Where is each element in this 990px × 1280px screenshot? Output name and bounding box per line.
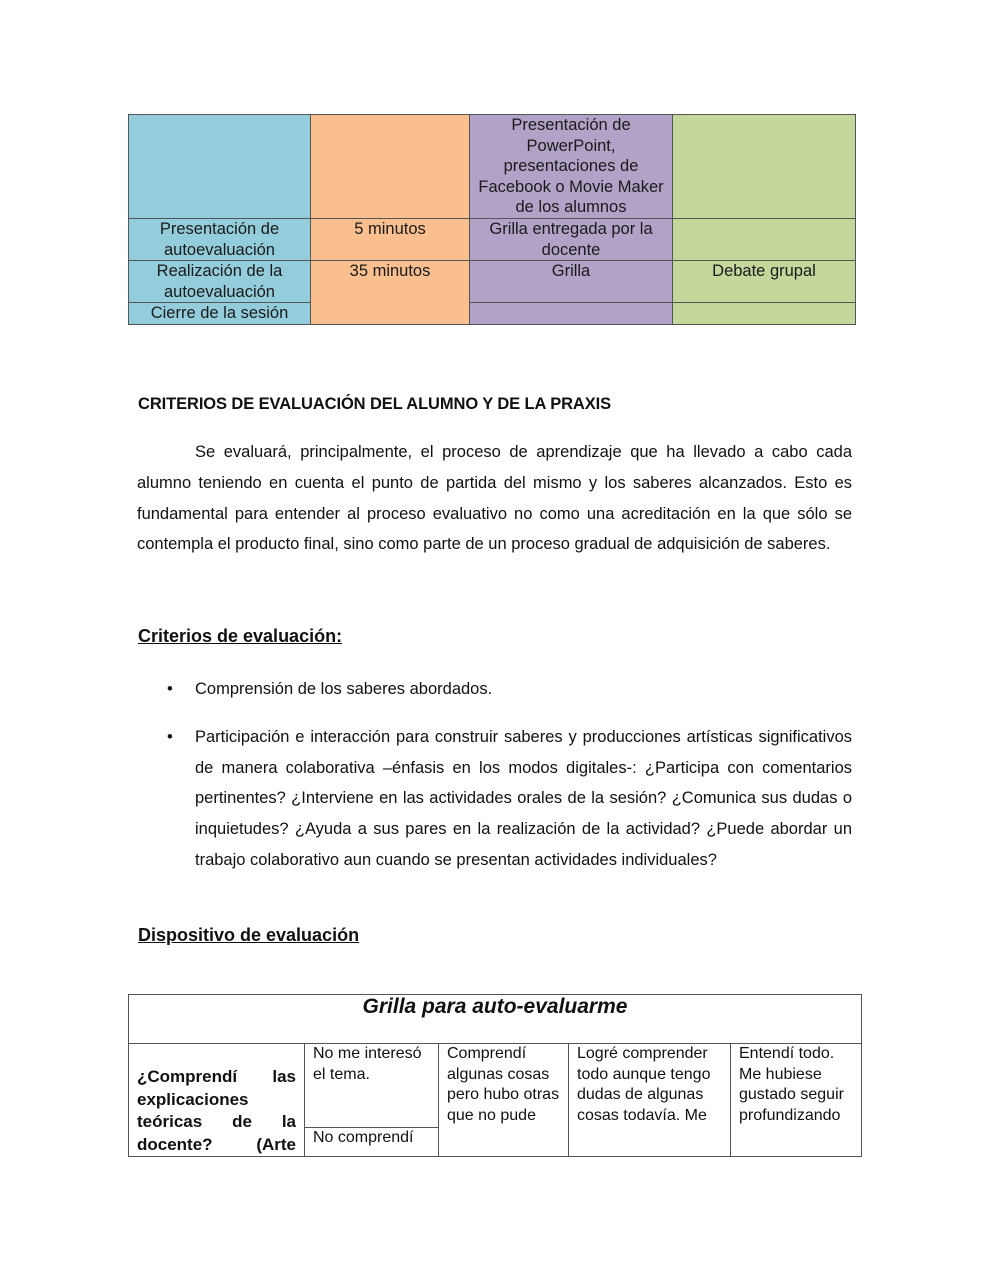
strategy-cell (673, 115, 856, 219)
list-item (137, 722, 852, 876)
criteria-list (137, 674, 852, 876)
activity-cell (129, 115, 311, 219)
grid-title: Grilla para auto-evaluarme (129, 995, 862, 1044)
time-cell (311, 115, 470, 219)
bullet-icon: • (167, 680, 173, 698)
self-evaluation-grid (128, 994, 862, 1157)
grid-option-2: Comprendí algunas cosas pero hubo otras que no pude (439, 1044, 569, 1157)
strategy-cell (673, 303, 856, 325)
list-item-text: Participación e interacción para construir saberes y producciones artísticas significativos de manera colaborativa –énfasis en los modos digitales-: ¿Participa con comentarios pertinentes? ¿Interviene en las actividades orales de la sesión? ¿Comunica sus dudas o inquietudes? ¿Ayuda a sus pares en la realización de la actividad? ¿Puede abordar un trabajo colaborativo aun cuando se presentan actividades individuales? (195, 727, 852, 869)
table-row (129, 303, 856, 325)
grid-title-row (129, 995, 862, 1044)
resource-cell: Grilla entregada por la docente (470, 219, 673, 261)
time-cell: 35 minutos (311, 261, 470, 325)
section-heading: CRITERIOS DE EVALUACIÓN DEL ALUMNO Y DE LA PRAXIS (138, 395, 612, 413)
time-cell: 5 minutos (311, 219, 470, 261)
criteria-heading: Criterios de evaluación: (138, 626, 343, 646)
table-row (129, 1044, 862, 1128)
device-heading: Dispositivo de evaluación (138, 925, 360, 945)
paragraph-text: Se evaluará, principalmente, el proceso de aprendizaje que ha llevado a cabo cada alumno teniendo en cuenta el punto de partida del mismo y los saberes alcanzados. Esto es fundamental para entender al proceso evaluativo no como una acreditación en la que sólo se contempla el producto final, sino como parte de un proceso gradual de adquisición de saberes. (137, 443, 852, 554)
grid-option-4: Entendí todo. Me hubiese gustado seguir profundizando (731, 1044, 862, 1157)
list-item (137, 674, 852, 705)
grid-option-sub: No comprendí (305, 1128, 439, 1157)
resource-cell: Grilla (470, 261, 673, 303)
table-row (129, 261, 856, 303)
list-item-text: Comprensión de los saberes abordados. (195, 680, 493, 698)
table-row (129, 115, 856, 219)
activity-cell: Realización de la autoevaluación (129, 261, 311, 303)
strategy-cell: Debate grupal (673, 261, 856, 303)
grid-option-1: No me interesó el tema. (305, 1044, 439, 1128)
bullet-icon: • (167, 727, 173, 746)
activity-cell: Presentación de autoevaluación (129, 219, 311, 261)
grid-option-3: Logré comprender todo aunque tengo dudas de algunas cosas todavía. Me (569, 1044, 731, 1157)
resource-cell: Presentación de PowerPoint, presentaciones de Facebook o Movie Maker de los alumnos (470, 115, 673, 219)
evaluation-paragraph (137, 437, 852, 560)
table-row (129, 219, 856, 261)
activity-cell: Cierre de la sesión (129, 303, 311, 325)
strategy-cell (673, 219, 856, 261)
session-plan-table (128, 114, 856, 325)
resource-cell (470, 303, 673, 325)
grid-question: ¿Comprendí las explicaciones teóricas de la docente? (Arte (129, 1044, 305, 1157)
